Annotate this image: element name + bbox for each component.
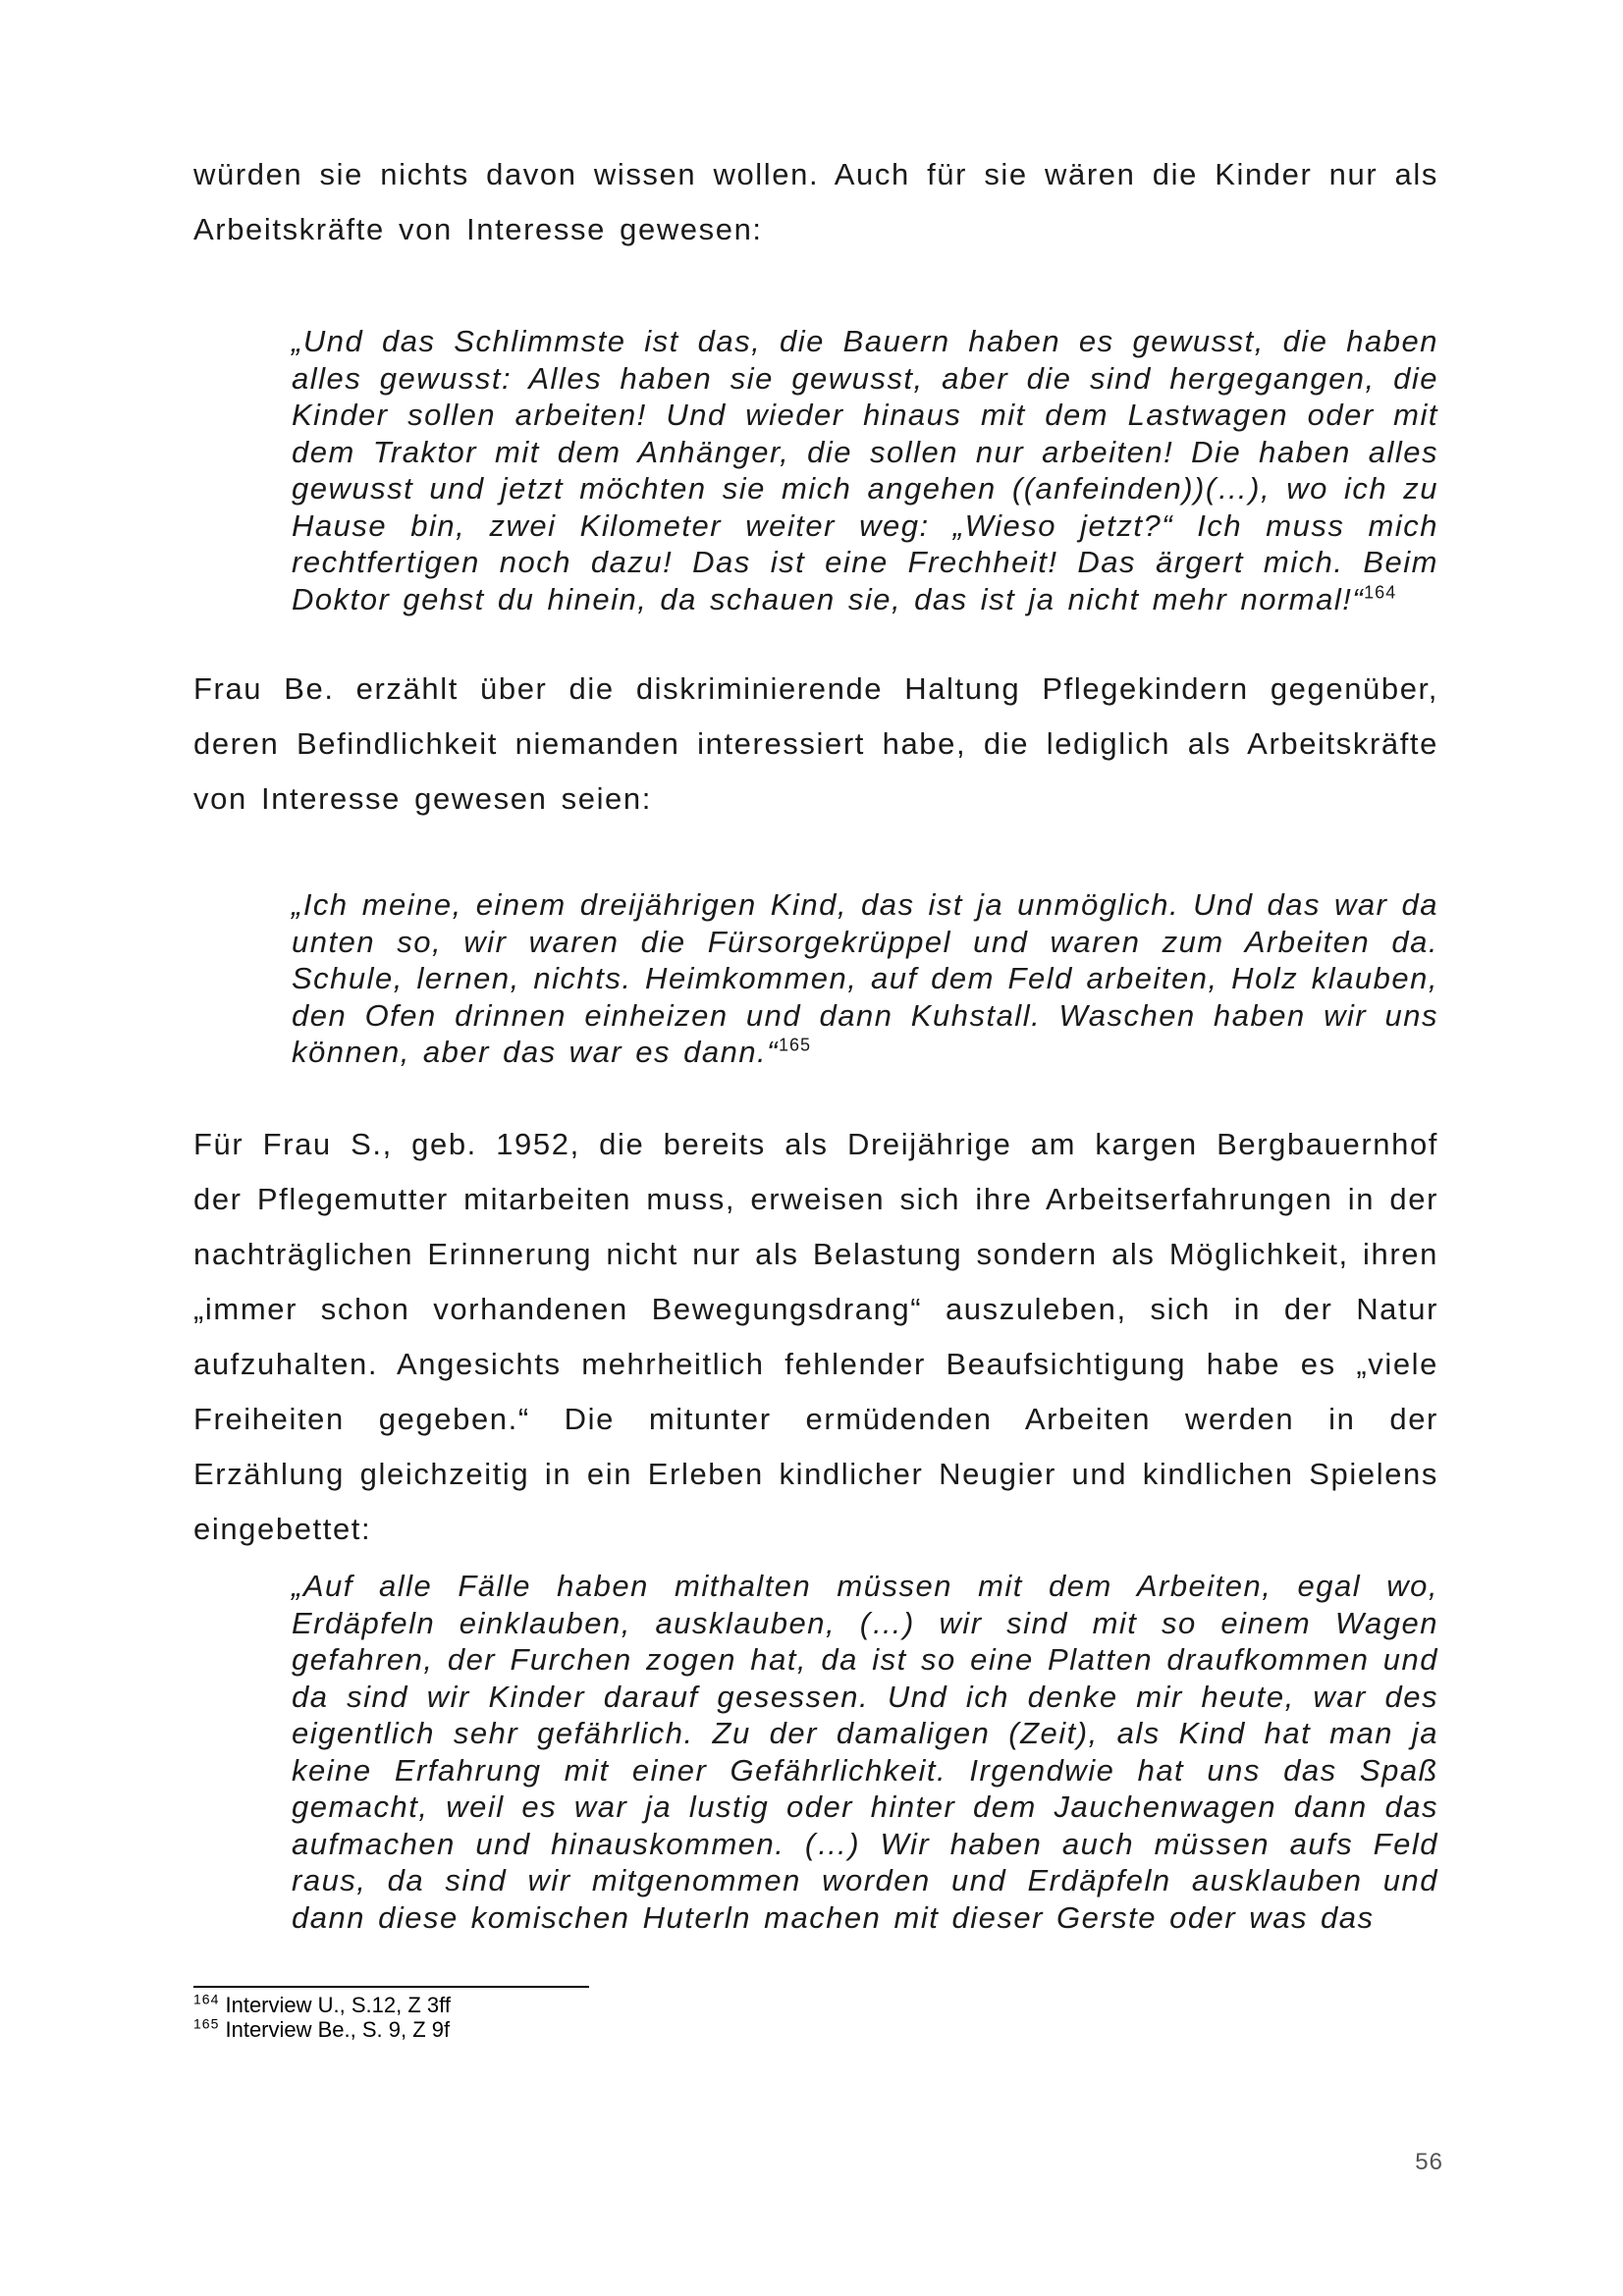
footnote-number: 165 (193, 2015, 220, 2032)
footnote-ref-165: 165 (779, 1035, 812, 1055)
block-quote-3: „Auf alle Fälle haben mithalten müssen mit dem Arbeiten, egal wo, Erdäpfeln einklauben, ausklauben, (…) wir sind mit so einem Wagen gefahren, der Furchen zogen hat, da ist so eine Platten draufkommen und da sind wir Kinder darauf gesessen. Und ich denke mir heute, war des eigentlich sehr gefährlich. Zu der damaligen (Zeit), als Kind hat man ja keine Erfahrung mit einer Gefährlichkeit. Irgendwie hat uns das Spaß gemacht, weil es war ja lustig oder hinter dem Jauchenwagen dann das aufmachen und hinauskommen. (…) Wir haben auch müssen aufs Feld raus, da sind wir mitgenommen worden und Erdäpfeln ausklauben und dann diese komischen Huterln machen mit dieser Gerste oder was das (292, 1569, 1438, 1935)
block-quote-1 (292, 323, 1438, 617)
block-quote-2-text: „Ich meine, einem dreijährigen Kind, das ist ja unmöglich. Und das war da unten so, wir waren die Fürsorgekrüppel und waren zum Arbeiten da. Schule, lernen, nichts. Heimkommen, auf dem Feld arbeiten, Holz klauben, den Ofen drinnen einheizen und dann Kuhstall. Waschen haben wir uns können, aber das war es dann.“ (292, 887, 1438, 1069)
footnote-text: Interview U., S.12, Z 3ff (225, 1993, 451, 2017)
footnotes (193, 1993, 451, 2042)
footnote-165 (193, 2017, 451, 2042)
footnote-text: Interview Be., S. 9, Z 9f (225, 2017, 451, 2042)
body-paragraph-1: würden sie nichts davon wissen wollen. Auch für sie wären die Kinder nur als Arbeitskräfte von Interesse gewesen: (193, 157, 1438, 246)
footnote-number: 164 (193, 1991, 220, 2007)
body-paragraph-2: Frau Be. erzählt über die diskriminierende Haltung Pflegekindern gegenüber, deren Befindlichkeit niemanden interessiert habe, die lediglich als Arbeitskräfte von Interesse gewesen seien: (193, 671, 1438, 816)
footnote-ref-164: 164 (1364, 582, 1397, 603)
block-quote-2 (292, 886, 1438, 1071)
footnote-164 (193, 1993, 451, 2017)
footnote-divider (193, 1986, 589, 1988)
page-number: 56 (1415, 2149, 1443, 2175)
block-quote-1-text: „Und das Schlimmste ist das, die Bauern haben es gewusst, die haben alles gewusst: Alles haben sie gewusst, aber die sind hergegangen, die Kinder sollen arbeiten! Und wieder hinaus mit dem Lastwagen oder mit dem Traktor mit dem Anhänger, die sollen nur arbeiten! Die haben alles gewusst und jetzt möchten sie mich angehen ((anfeinden))(…), wo ich zu Hause bin, zwei Kilometer weiter weg: „Wieso jetzt?“ Ich muss mich rechtfertigen noch dazu! Das ist eine Frechheit! Das ärgert mich. Beim Doktor gehst du hinein, da schauen sie, das ist ja nicht mehr normal!“ (292, 324, 1438, 616)
body-paragraph-3: Für Frau S., geb. 1952, die bereits als Dreijährige am kargen Bergbauernhof der Pflegemutter mitarbeiten muss, erweisen sich ihre Arbeitserfahrungen in der nachträglichen Erinnerung nicht nur als Belastung sondern als Möglichkeit, ihren „immer schon vorhandenen Bewegungsdrang“ auszuleben, sich in der Natur aufzuhalten. Angesichts mehrheitlich fehlender Beaufsichtigung habe es „viele Freiheiten gegeben.“ Die mitunter ermüdenden Arbeiten werden in der Erzählung gleichzeitig in ein Erleben kindlicher Neugier und kindlichen Spielens eingebettet: (193, 1127, 1438, 1546)
